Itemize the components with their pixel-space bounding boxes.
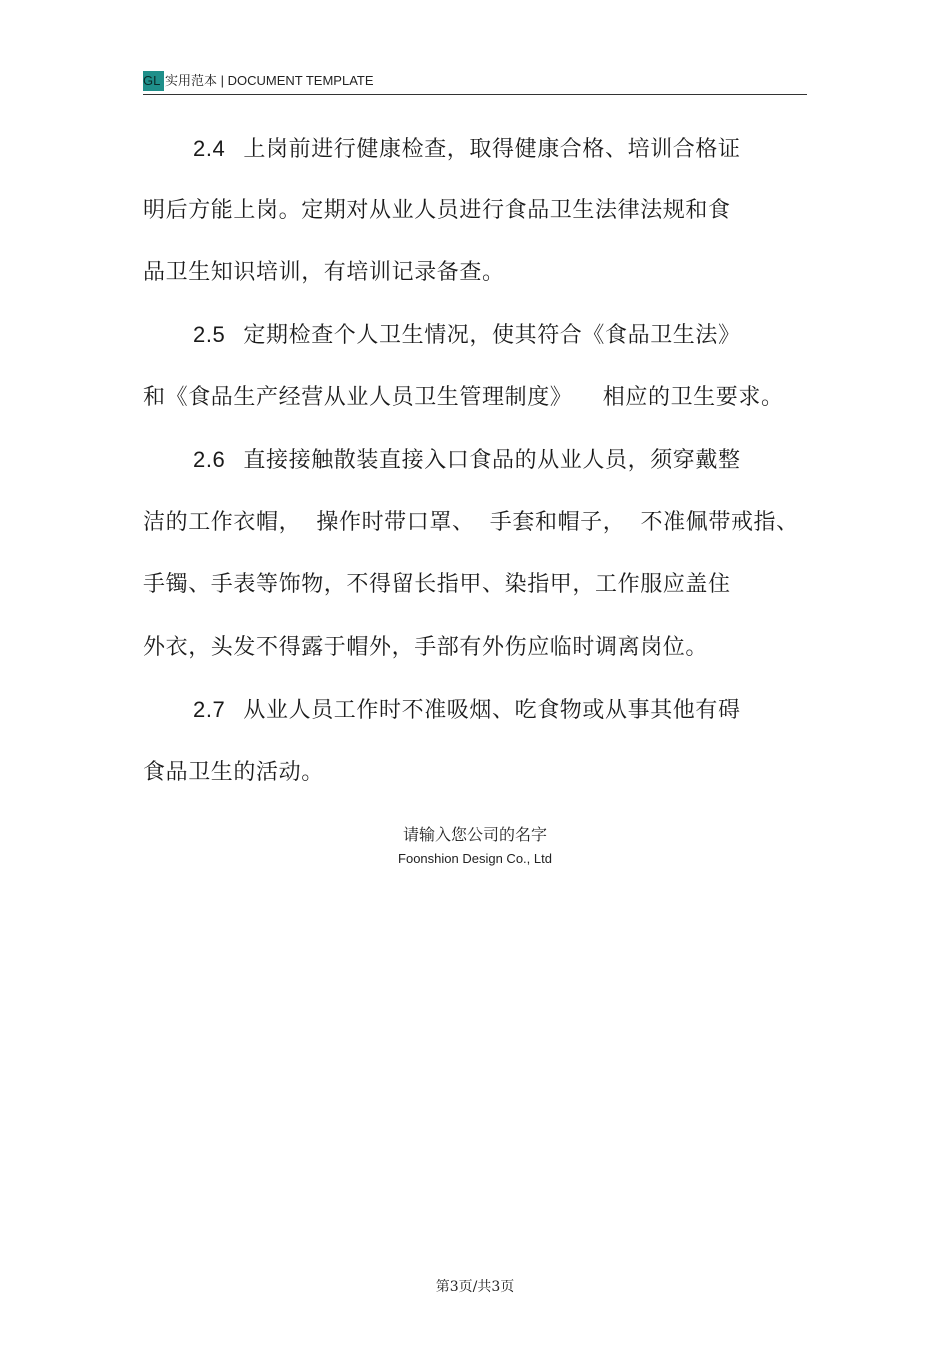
- paragraph-2-4-line-1: 2.4 上岗前进行健康检查，取得健康合格、培训合格证: [193, 136, 741, 162]
- paragraph-2-6-line-1: 2.6 直接接触散装直接入口食品的从业人员，须穿戴整: [193, 447, 741, 473]
- page-number: 第3页/共3页: [435, 1279, 515, 1295]
- paragraph-2-4-line-3: 品卫生知识培训，有培训记录备查。: [143, 260, 505, 285]
- paragraph-2-6-line-3: 手镯、手表等饰物，不得留长指甲、染指甲，工作服应盖住: [143, 572, 731, 597]
- company-name-en: Foonshion Design Co., Ltd: [398, 851, 552, 866]
- paragraph-2-5-line-2: 和《食品生产经营从业人员卫生管理制度》 相应的卫生要求。: [143, 385, 784, 410]
- header-title: 实用范本 | DOCUMENT TEMPLATE: [165, 73, 374, 88]
- company-name-cn: 请输入您公司的名字: [402, 825, 547, 844]
- section-number: 2.4: [193, 136, 226, 161]
- document-header: [143, 70, 807, 95]
- paragraph-2-6-line-4: 外衣，头发不得露于帽外，手部有外伤应临时调离岗位。: [143, 635, 709, 660]
- paragraph-2-7-line-1: 2.7 从业人员工作时不准吸烟、吃食物或从事其他有碍: [193, 697, 741, 723]
- paragraph-2-5-line-1: 2.5 定期检查个人卫生情况，使其符合《食品卫生法》: [193, 322, 741, 348]
- paragraph-2-6-line-2: 洁的工作衣帽， 操作时带口罩、 手套和帽子， 不准佩带戒指、: [143, 510, 799, 535]
- section-number: 2.7: [193, 697, 226, 722]
- paragraph-2-7-line-2: 食品卫生的活动。: [143, 760, 324, 785]
- paragraph-2-4-line-2: 明后方能上岗。定期对从业人员进行食品卫生法律法规和食: [143, 198, 731, 223]
- section-number: 2.5: [193, 322, 226, 347]
- section-number: 2.6: [193, 447, 226, 472]
- logo-badge: GL: [143, 71, 164, 91]
